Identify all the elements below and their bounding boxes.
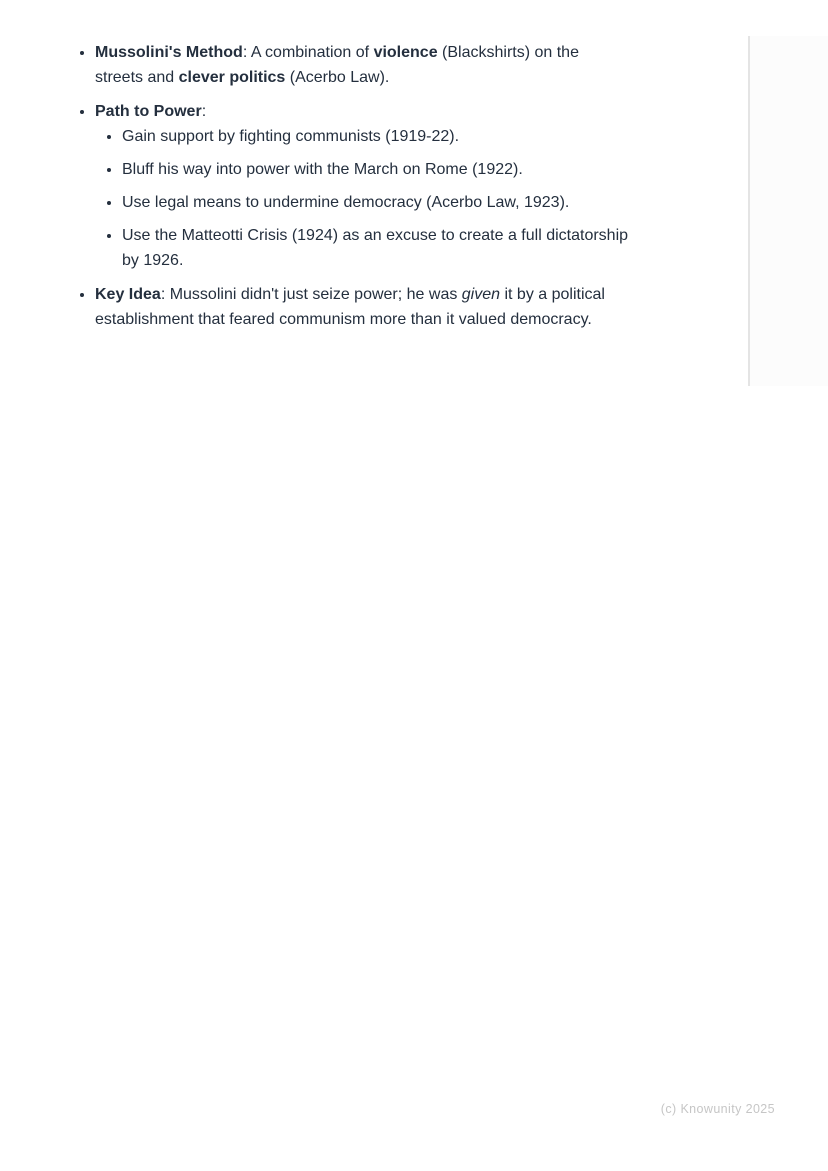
next-page-edge[interactable] (748, 36, 828, 386)
sub-bullet-gain-support: • Gain support by fighting communists (1919-22). (122, 124, 631, 149)
path-to-power-sublist (95, 124, 631, 273)
text-segment: : Mussolini didn't just seize power; he was (160, 286, 462, 303)
bullet-mussolinis-method (95, 40, 631, 90)
text-segment: : (201, 103, 207, 120)
sub-bullet-march-on-rome: • Bluff his way into power with the March on Rome (1922). (122, 157, 631, 182)
text-segment: Key Idea (95, 286, 161, 303)
text-segment: clever politics (178, 69, 286, 86)
text-segment: (Blackshirts) on the streets and (95, 44, 579, 86)
sub-bullet-matteotti-crisis: • Use the Matteotti Crisis (1924) as an excuse to create a full dictatorship by 1926. (122, 223, 631, 273)
text-segment: given (461, 286, 501, 303)
notes-page-content (63, 40, 631, 341)
notes-list (63, 40, 631, 332)
bullet-key-idea (95, 282, 631, 332)
copyright-watermark: (c) Knowunity 2025 (660, 1102, 775, 1116)
text-segment: it by a political establishment that feared communism more than it valued democracy. (95, 286, 605, 328)
sub-bullet-acerbo-law: • Use legal means to undermine democracy (Acerbo Law, 1923). (122, 190, 631, 215)
text-segment: : A combination of (242, 44, 374, 61)
text-segment: Mussolini's Method (95, 44, 243, 61)
text-segment: (Acerbo Law). (285, 69, 390, 86)
bullet-path-to-power (95, 99, 631, 273)
text-segment: Path to Power (95, 103, 202, 120)
text-segment: violence (373, 44, 438, 61)
